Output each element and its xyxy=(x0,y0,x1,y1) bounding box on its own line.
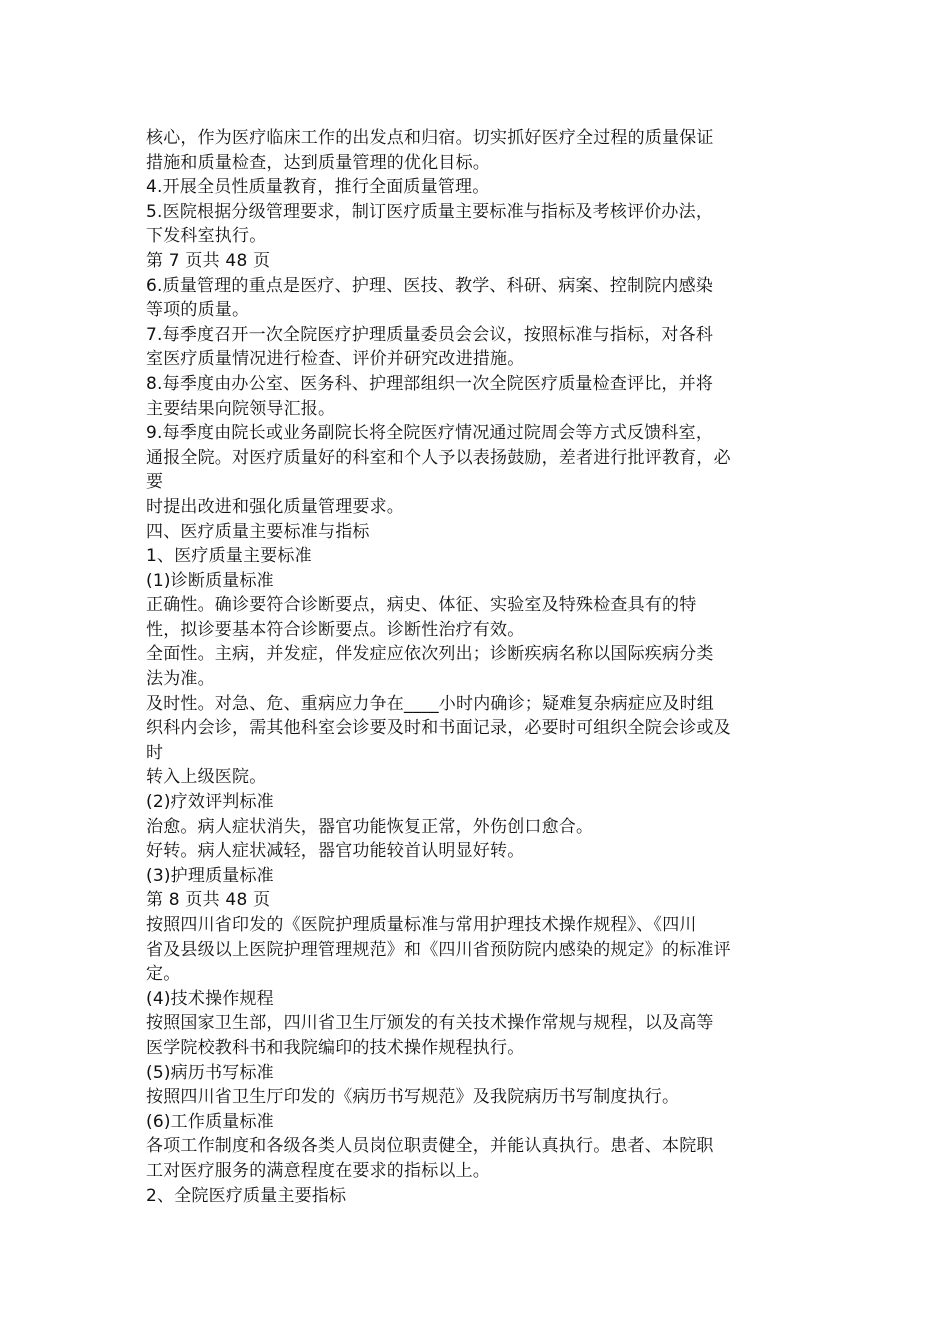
text-line: 5.医院根据分级管理要求，制订医疗质量主要标准与指标及考核评价办法， xyxy=(146,201,714,222)
text-line: 按照四川省印发的《医院护理质量标准与常用护理技术操作规程》、《四川 xyxy=(146,915,697,935)
text-line: 好转。病人症状减轻，器官功能较首认明显好转。 xyxy=(146,841,525,862)
item-heading: (6)工作质量标准 xyxy=(146,1111,274,1132)
text-line: 措施和质量检查，达到质量管理的优化目标。 xyxy=(146,152,490,173)
text-line: 按照四川省卫生厅印发的《病历书写规范》及我院病历书写制度执行。 xyxy=(146,1087,680,1108)
text-line: 性，拟诊要基本符合诊断要点。诊断性治疗有效。 xyxy=(146,619,525,640)
text-line: 通报全院。对医疗质量好的科室和个人予以表扬鼓励，差者进行批评教育，必 xyxy=(146,447,731,468)
text-line: 及时性。对急、危、重病应力争在____小时内确诊；疑难复杂病症应及时组 xyxy=(146,693,714,714)
document-body xyxy=(146,126,816,1208)
item-heading: (4)技术操作规程 xyxy=(146,988,274,1009)
text-line: 转入上级医院。 xyxy=(146,767,267,788)
text-line: 6.质量管理的重点是医疗、护理、医技、教学、科研、病案、控制院内感染 xyxy=(146,275,714,296)
text-line: 时提出改进和强化质量管理要求。 xyxy=(146,496,404,517)
section-heading: 四、医疗质量主要标准与指标 xyxy=(146,521,370,542)
text-line: 全面性。主病，并发症，伴发症应依次列出；诊断疾病名称以国际疾病分类 xyxy=(146,644,714,665)
text-line: 工对医疗服务的满意程度在要求的指标以上。 xyxy=(146,1160,490,1181)
text-line: 下发科室执行。 xyxy=(146,226,267,247)
item-heading: (5)病历书写标准 xyxy=(146,1062,274,1083)
subsection-heading: 2、全院医疗质量主要指标 xyxy=(146,1185,347,1206)
page-number-line: 第 7 页共 48 页 xyxy=(146,250,271,271)
text-line: 织科内会诊，需其他科室会诊要及时和书面记录，必要时可组织全院会诊或及 xyxy=(146,718,731,739)
text-line: 核心，作为医疗临床工作的出发点和归宿。切实抓好医疗全过程的质量保证 xyxy=(146,128,714,148)
text-line: 等项的质量。 xyxy=(146,300,250,321)
text-line: 正确性。确诊要符合诊断要点，病史、体征、实验室及特殊检查具有的特 xyxy=(146,595,697,616)
text-line: 法为准。 xyxy=(146,669,215,690)
item-heading: (3)护理质量标准 xyxy=(146,865,274,886)
text-line: 省及县级以上医院护理管理规范》和《四川省预防院内感染的规定》的标准评 xyxy=(146,939,731,960)
page-number-line: 第 8 页共 48 页 xyxy=(146,890,271,911)
text-line: 时 xyxy=(146,742,164,763)
text-line: 各项工作制度和各级各类人员岗位职责健全，并能认真执行。患者、本院职 xyxy=(146,1136,714,1157)
text-line: 医学院校教科书和我院编印的技术操作规程执行。 xyxy=(146,1037,525,1058)
item-heading: (1)诊断质量标准 xyxy=(146,570,274,591)
text-line: 定。 xyxy=(146,964,181,985)
text-line: 7.每季度召开一次全院医疗护理质量委员会会议，按照标准与指标，对各科 xyxy=(146,324,714,345)
text-line: 主要结果向院领导汇报。 xyxy=(146,398,336,419)
subsection-heading: 1、医疗质量主要标准 xyxy=(146,546,312,567)
text-line: 8.每季度由办公室、医务科、护理部组织一次全院医疗质量检查评比，并将 xyxy=(146,373,714,394)
text-line: 按照国家卫生部，四川省卫生厅颁发的有关技术操作常规与规程，以及高等 xyxy=(146,1013,714,1034)
text-line: 9.每季度由院长或业务副院长将全院医疗情况通过院周会等方式反馈科室， xyxy=(146,423,714,444)
item-heading: (2)疗效评判标准 xyxy=(146,792,274,813)
text-line: 治愈。病人症状消失，器官功能恢复正常，外伤创口愈合。 xyxy=(146,816,594,837)
text-line: 室医疗质量情况进行检查、评价并研究改进措施。 xyxy=(146,349,525,370)
text-line: 要 xyxy=(146,472,164,493)
text-line: 4.开展全员性质量教育，推行全面质量管理。 xyxy=(146,177,490,198)
